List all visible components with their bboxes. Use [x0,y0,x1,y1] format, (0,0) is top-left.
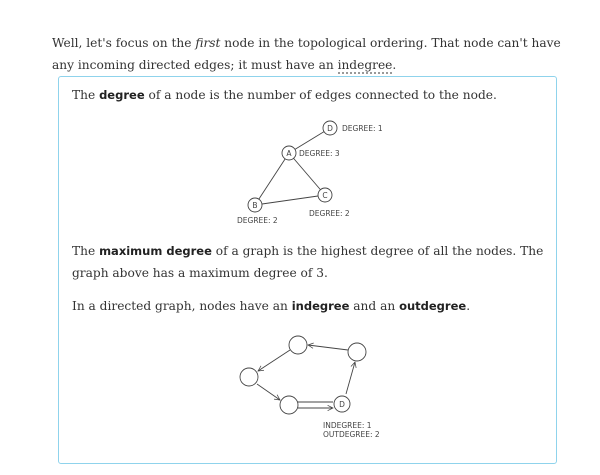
intro-paragraph: Well, let's focus on the first node in the topological ordering. That node can't have any incoming directed edges; it must have an indegree. [52,36,561,72]
node-c-label: C [322,191,328,200]
node-a-label: A [286,149,292,158]
node-b-label: B [252,201,258,210]
degree-a: DEGREE: 3 [299,149,340,158]
node-d-label: D [327,124,333,133]
edge-a-b [255,153,289,205]
edge-a-c [289,153,325,195]
degree-d: DEGREE: 1 [342,124,383,133]
max-degree-definition: The maximum degree of a graph is the highest degree of all the nodes. The graph above has a maximum degree of 3. [72,244,544,280]
directed-graph [240,336,366,414]
degree-b: DEGREE: 2 [237,216,278,225]
node-d-directed-label: D [339,400,345,409]
indegree-label: INDEGREE: 1 [323,421,372,430]
degree-c: DEGREE: 2 [309,209,350,218]
edge-b-c [255,195,325,205]
directed-graph-text: In a directed graph, nodes have an indegree and an outdegree. [72,299,471,313]
degree-definition: The degree of a node is the number of edges connected to the node. [72,88,497,102]
indegree-link[interactable]: indegree [337,58,393,72]
outdegree-label: OUTDEGREE: 2 [323,430,380,439]
